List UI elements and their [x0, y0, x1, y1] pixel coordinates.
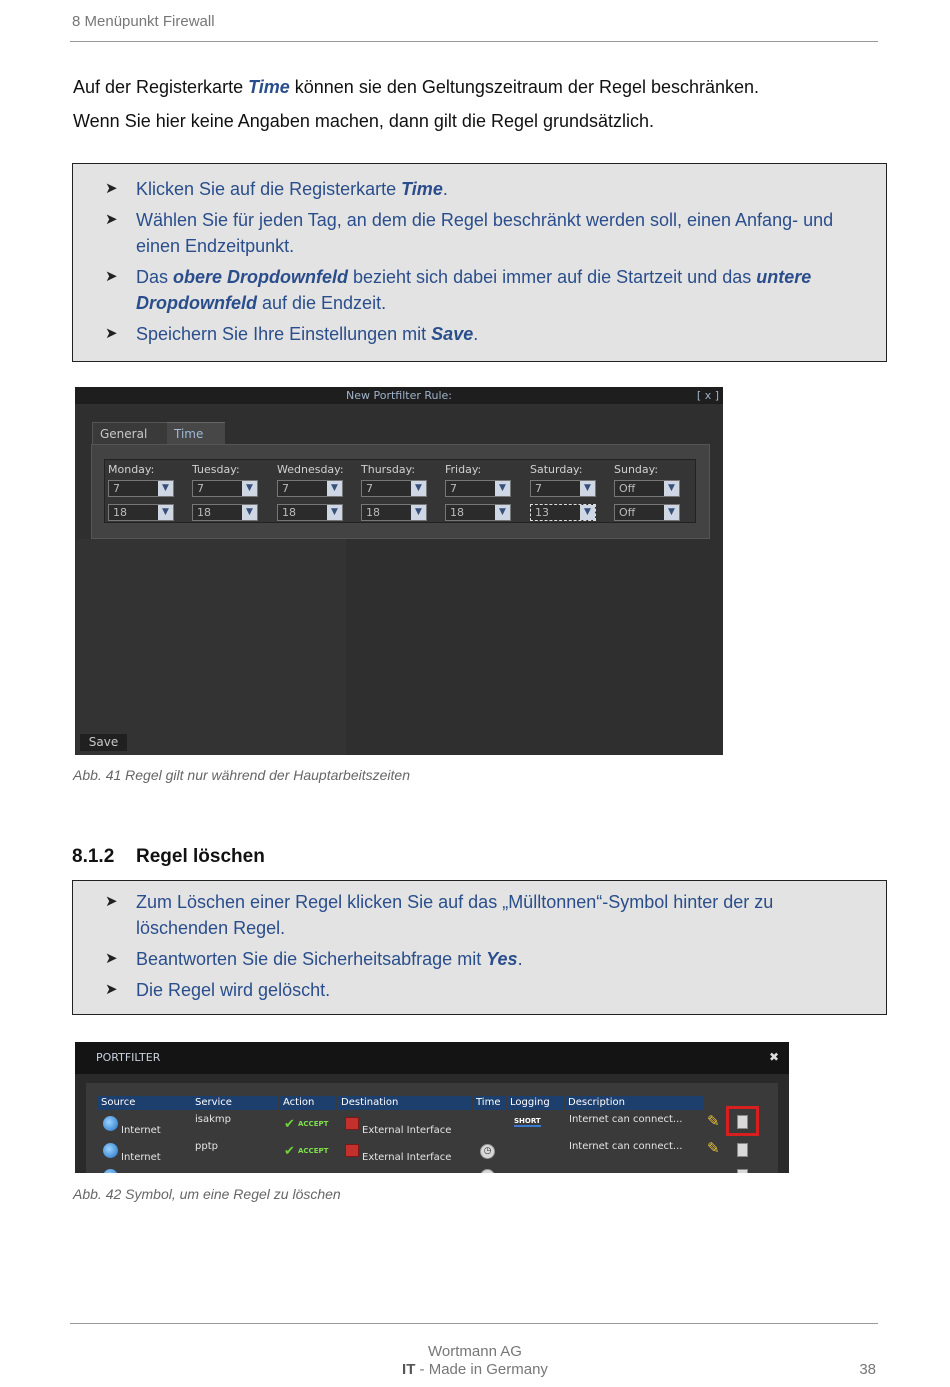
- section-number: 8.1.2: [72, 846, 115, 867]
- bullet-arrow-icon: ➤: [105, 893, 118, 910]
- start-time-dropdown[interactable]: [108, 480, 174, 497]
- cell-destination: External Interface: [362, 1125, 452, 1136]
- chevron-down-icon[interactable]: ▼: [495, 481, 510, 496]
- bullet-arrow-icon: ➤: [105, 950, 118, 967]
- check-icon: ✔: [284, 1117, 295, 1132]
- step-item: ➤ Beantworten Sie die Sicherheitsabfrage mit Yes.: [73, 946, 886, 972]
- start-time-dropdown[interactable]: [192, 480, 258, 497]
- column-header-action[interactable]: Action: [280, 1096, 336, 1110]
- footer-rule: [70, 1323, 878, 1324]
- cell-description: Internet can connect...: [569, 1114, 683, 1125]
- day-label: Sunday:: [614, 463, 659, 476]
- footer-company: Wortmann AG: [428, 1343, 522, 1360]
- instruction-box-delete: [72, 880, 887, 1015]
- dropdown-value: 7: [113, 482, 120, 495]
- action-badge: ACCEPT: [298, 1147, 329, 1155]
- dropdown-value: 18: [450, 506, 464, 519]
- step-item: ➤ Das obere Dropdownfeld bezieht sich dabei immer auf die Startzeit und das untere Dropdownfeld auf die Endzeit.: [73, 264, 886, 316]
- chevron-down-icon[interactable]: ▼: [580, 505, 595, 520]
- portfilter-rule-window: [75, 387, 723, 755]
- dropdown-value: 7: [197, 482, 204, 495]
- figure-41-caption: Abb. 41 Regel gilt nur während der Hauptarbeitszeiten: [73, 767, 410, 783]
- section-heading: [72, 846, 265, 868]
- dropdown-value: Off: [619, 482, 636, 495]
- step-item: ➤ Zum Löschen einer Regel klicken Sie auf das „Mülltonnen“-Symbol hinter der zu löschenden Regel.: [73, 889, 886, 941]
- window-title: New Portfilter Rule:: [345, 389, 453, 402]
- column-header-source[interactable]: Source: [98, 1096, 191, 1110]
- tab-time[interactable]: Time: [167, 422, 225, 444]
- step-item: ➤ Speichern Sie Ihre Einstellungen mit Save.: [73, 321, 886, 347]
- time-panel: [91, 444, 710, 539]
- close-button[interactable]: [ x ]: [696, 389, 719, 402]
- cell-destination: External Interface: [362, 1152, 452, 1163]
- firewall-icon: [345, 1117, 359, 1130]
- day-label: Friday:: [445, 463, 482, 476]
- chevron-down-icon[interactable]: ▼: [158, 505, 173, 520]
- globe-icon: [103, 1143, 118, 1158]
- day-label: Tuesday:: [192, 463, 240, 476]
- dropdown-value: 18: [113, 506, 127, 519]
- end-time-dropdown[interactable]: [192, 504, 258, 521]
- bullet-arrow-icon: ➤: [105, 325, 118, 342]
- step-item: ➤ Wählen Sie für jeden Tag, an dem die Regel beschränkt werden soll, einen Anfang- und einen Endzeitpunkt.: [73, 207, 886, 259]
- column-header-logging[interactable]: Logging: [507, 1096, 564, 1110]
- section-title: Regel löschen: [136, 846, 265, 867]
- start-time-dropdown[interactable]: [361, 480, 427, 497]
- save-button[interactable]: Save: [80, 734, 127, 751]
- footer-tagline: IT - Made in Germany: [402, 1361, 548, 1378]
- bullet-arrow-icon: ➤: [105, 981, 118, 998]
- instruction-box-time: [72, 163, 887, 362]
- end-time-dropdown[interactable]: [530, 504, 596, 521]
- column-header-description[interactable]: Description: [565, 1096, 703, 1110]
- cell-description: Internet can connect...: [569, 1141, 683, 1152]
- dropdown-value: 7: [450, 482, 457, 495]
- dropdown-value: 13: [535, 506, 549, 519]
- start-time-dropdown[interactable]: [614, 480, 680, 497]
- tab-general[interactable]: General: [92, 422, 167, 444]
- bullet-arrow-icon: ➤: [105, 211, 118, 228]
- dropdown-value: 18: [366, 506, 380, 519]
- end-time-dropdown[interactable]: [108, 504, 174, 521]
- chevron-down-icon[interactable]: ▼: [327, 481, 342, 496]
- trash-icon[interactable]: [737, 1143, 748, 1157]
- bullet-arrow-icon: ➤: [105, 268, 118, 285]
- portfilter-list-window: [75, 1042, 789, 1173]
- column-header-service[interactable]: Service: [192, 1096, 278, 1110]
- end-time-dropdown[interactable]: [445, 504, 511, 521]
- globe-icon: [103, 1116, 118, 1131]
- cell-source: Internet: [121, 1125, 161, 1136]
- portfilter-title: PORTFILTER: [96, 1051, 161, 1064]
- logging-badge: SHORT: [514, 1117, 541, 1125]
- close-icon[interactable]: ✖: [768, 1050, 779, 1064]
- dropdown-value: 7: [535, 482, 542, 495]
- portfilter-titlebar: [75, 1042, 789, 1074]
- end-time-dropdown[interactable]: [277, 504, 343, 521]
- step-item: ➤ Klicken Sie auf die Registerkarte Time.: [73, 176, 886, 202]
- panel-body: [76, 539, 346, 755]
- chevron-down-icon[interactable]: ▼: [242, 481, 257, 496]
- start-time-dropdown[interactable]: [277, 480, 343, 497]
- chevron-down-icon[interactable]: ▼: [411, 481, 426, 496]
- day-grid: [104, 459, 696, 523]
- cell-service: pptp: [195, 1141, 218, 1152]
- start-time-dropdown[interactable]: [445, 480, 511, 497]
- end-time-dropdown[interactable]: [361, 504, 427, 521]
- day-label: Monday:: [108, 463, 155, 476]
- cell-source: Internet: [121, 1152, 161, 1163]
- day-label: Wednesday:: [277, 463, 344, 476]
- cell-service: isakmp: [195, 1114, 231, 1125]
- chevron-down-icon[interactable]: ▼: [327, 505, 342, 520]
- action-badge: ACCEPT: [298, 1120, 329, 1128]
- trash-icon[interactable]: [737, 1169, 748, 1173]
- header-rule: [70, 41, 878, 42]
- edit-icon[interactable]: ✎: [707, 1139, 720, 1157]
- chevron-down-icon[interactable]: ▼: [495, 505, 510, 520]
- day-label: Thursday:: [361, 463, 416, 476]
- dropdown-value: 7: [282, 482, 289, 495]
- step-item: ➤ Die Regel wird gelöscht.: [73, 977, 886, 1003]
- start-time-dropdown[interactable]: [530, 480, 596, 497]
- chevron-down-icon[interactable]: ▼: [664, 481, 679, 496]
- dropdown-value: Off: [619, 506, 636, 519]
- page-number: 38: [859, 1361, 876, 1378]
- end-time-dropdown[interactable]: [614, 504, 680, 521]
- day-label: Saturday:: [530, 463, 583, 476]
- check-icon: ✔: [284, 1144, 295, 1159]
- firewall-icon: [345, 1144, 359, 1157]
- clock-icon: ◷: [480, 1144, 495, 1159]
- chevron-down-icon[interactable]: ▼: [242, 505, 257, 520]
- chevron-down-icon[interactable]: ▼: [580, 481, 595, 496]
- column-header-time[interactable]: Time: [473, 1096, 506, 1110]
- chevron-down-icon[interactable]: ▼: [158, 481, 173, 496]
- intro-line-1: Auf der Registerkarte Time können sie den Geltungszeitraum der Regel beschränken.: [73, 77, 760, 97]
- dropdown-value: 18: [282, 506, 296, 519]
- chapter-header: 8 Menüpunkt Firewall: [72, 13, 215, 30]
- bullet-arrow-icon: ➤: [105, 180, 118, 197]
- chevron-down-icon[interactable]: ▼: [664, 505, 679, 520]
- chevron-down-icon[interactable]: ▼: [411, 505, 426, 520]
- delete-highlight-frame: [726, 1106, 759, 1136]
- dropdown-value: 7: [366, 482, 373, 495]
- edit-icon[interactable]: ✎: [707, 1112, 720, 1130]
- dropdown-value: 18: [197, 506, 211, 519]
- column-header-destination[interactable]: Destination: [338, 1096, 472, 1110]
- figure-42-caption: Abb. 42 Symbol, um eine Regel zu löschen: [73, 1186, 341, 1202]
- intro-line-2: Wenn Sie hier keine Angaben machen, dann gilt die Regel grundsätzlich.: [73, 111, 655, 131]
